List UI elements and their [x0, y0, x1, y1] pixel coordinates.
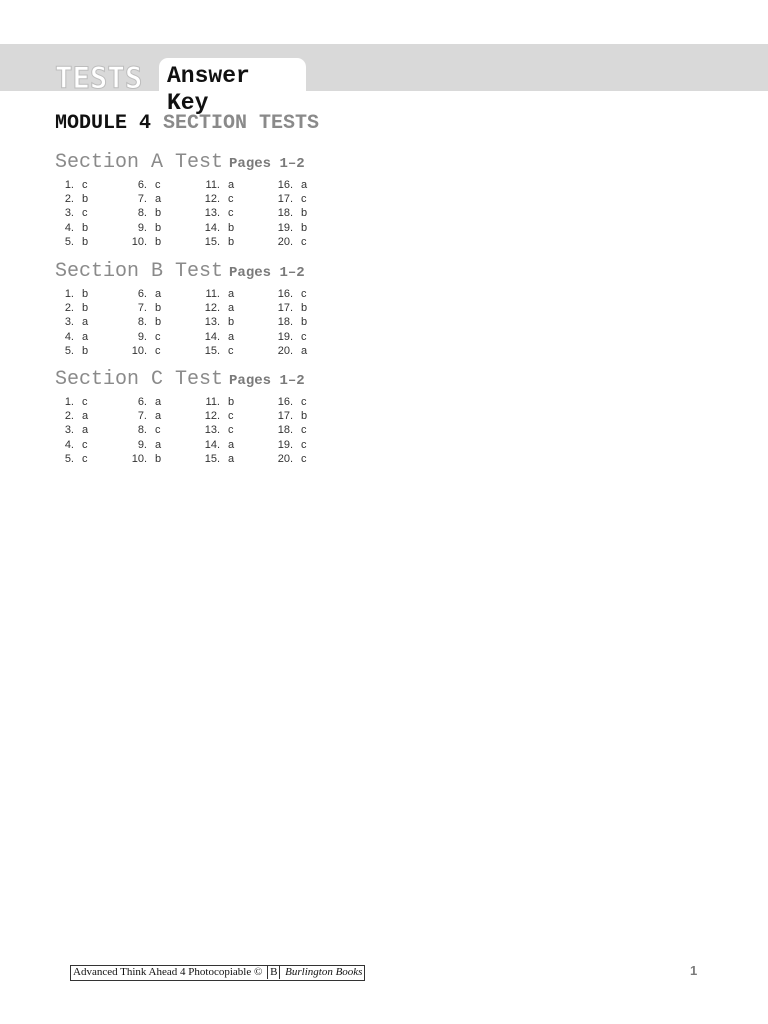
question-number: 4.: [64, 221, 74, 234]
answer-row: [128, 438, 162, 452]
answer-row: [55, 395, 88, 409]
answer-row: [55, 452, 88, 466]
answer-row: [274, 301, 308, 315]
question-number: 14.: [204, 221, 220, 234]
section-a: [55, 152, 325, 250]
question-number: 16.: [277, 179, 293, 191]
answer-row: [128, 178, 161, 192]
answer-letter: c: [301, 438, 307, 451]
question-number: 8.: [137, 316, 147, 329]
answer-row: [128, 301, 162, 315]
answer-row: [55, 287, 89, 301]
question-number: 6.: [137, 179, 147, 191]
answer-row: [274, 235, 307, 249]
answer-row: [274, 438, 307, 452]
answer-row: [55, 344, 89, 358]
answer-letter: c: [82, 396, 88, 408]
question-number: 5.: [64, 344, 74, 357]
question-number: 12.: [204, 410, 220, 423]
answer-column: [55, 395, 89, 466]
answer-row: [201, 344, 234, 358]
answer-letter: c: [228, 344, 234, 357]
answer-row: [128, 192, 162, 206]
answer-letter: b: [155, 452, 162, 465]
answer-row: [274, 178, 308, 192]
answer-letter: a: [228, 330, 235, 343]
question-number: 15.: [204, 235, 220, 248]
answer-row: [128, 344, 161, 358]
answer-letter: b: [155, 221, 162, 234]
footer-text: Advanced Think Ahead 4 Photocopiable ©: [73, 966, 263, 978]
answer-row: [274, 395, 307, 409]
section-pages: Pages 1–2: [229, 265, 305, 281]
answer-letter: c: [82, 179, 88, 191]
answer-row: [201, 330, 235, 344]
question-number: 7.: [137, 193, 147, 206]
answer-letter: c: [155, 344, 161, 357]
section-title-text: Section A Test: [55, 151, 224, 174]
answer-letter: c: [301, 193, 307, 206]
answer-letter: a: [82, 410, 89, 423]
question-number: 20.: [277, 452, 293, 465]
answer-row: [274, 287, 307, 301]
answer-letter: b: [301, 302, 308, 315]
section-pages: Pages 1–2: [229, 373, 305, 389]
answer-letter: a: [82, 424, 89, 437]
answer-grid: [55, 287, 325, 359]
answer-row: [201, 192, 234, 206]
answer-row: [274, 344, 308, 358]
answer-letter: b: [82, 344, 89, 357]
answer-column: [128, 287, 162, 358]
question-number: 3.: [64, 207, 74, 220]
answer-row: [128, 330, 161, 344]
answer-row: [55, 301, 89, 315]
answer-row: [128, 206, 162, 220]
answer-row: [55, 206, 88, 220]
answer-letter: a: [228, 438, 235, 451]
answer-row: [274, 452, 307, 466]
question-number: 1.: [64, 288, 74, 300]
answer-row: [274, 192, 307, 206]
answer-letter: b: [228, 396, 235, 408]
answer-row: [201, 206, 234, 220]
question-number: 3.: [64, 424, 74, 437]
answer-letter: c: [301, 288, 307, 300]
answer-key-heading: Answer Key: [167, 63, 250, 116]
answer-row: [55, 315, 89, 329]
answer-letter: c: [155, 424, 161, 437]
answer-row: [201, 301, 235, 315]
answer-row: [128, 235, 162, 249]
answer-row: [201, 395, 235, 409]
question-number: 18.: [277, 207, 293, 220]
answer-letter: a: [301, 179, 308, 191]
answer-row: [201, 438, 235, 452]
answer-letter: b: [301, 207, 308, 220]
question-number: 14.: [204, 330, 220, 343]
question-number: 5.: [64, 452, 74, 465]
module-title: [55, 112, 319, 136]
question-number: 1.: [64, 396, 74, 408]
answer-letter: b: [301, 410, 308, 423]
answer-row: [201, 452, 235, 466]
answer-letter: c: [82, 207, 88, 220]
question-number: 2.: [64, 410, 74, 423]
answer-row: [128, 287, 162, 301]
question-number: 1.: [64, 179, 74, 191]
answer-letter: c: [228, 207, 234, 220]
answer-column: [274, 178, 308, 249]
question-number: 2.: [64, 193, 74, 206]
section-title: [55, 261, 325, 284]
answer-row: [55, 221, 89, 235]
page-number: 1: [690, 963, 698, 978]
answer-row: [274, 409, 308, 423]
question-number: 2.: [64, 302, 74, 315]
answer-row: [201, 315, 235, 329]
answer-row: [201, 423, 234, 437]
question-number: 3.: [64, 316, 74, 329]
question-number: 7.: [137, 410, 147, 423]
question-number: 9.: [137, 221, 147, 234]
question-number: 19.: [277, 221, 293, 234]
answer-row: [55, 330, 89, 344]
answer-column: [55, 178, 89, 249]
answer-row: [128, 409, 162, 423]
answer-row: [128, 423, 161, 437]
answer-letter: b: [82, 288, 89, 300]
section-pages: Pages 1–2: [229, 156, 305, 172]
answer-letter: a: [228, 452, 235, 465]
question-number: 4.: [64, 438, 74, 451]
answer-row: [128, 395, 162, 409]
answer-letter: b: [155, 302, 162, 315]
section-title: [55, 369, 325, 392]
answer-column: [128, 178, 162, 249]
answer-letter: c: [228, 424, 234, 437]
answer-letter: c: [301, 396, 307, 408]
question-number: 6.: [137, 288, 147, 300]
answer-row: [274, 423, 307, 437]
answer-column: [128, 395, 162, 466]
answer-row: [201, 409, 234, 423]
question-number: 15.: [204, 452, 220, 465]
question-number: 13.: [204, 207, 220, 220]
answer-letter: c: [155, 330, 161, 343]
answer-letter: a: [82, 316, 89, 329]
answer-row: [55, 409, 89, 423]
answer-letter: b: [155, 235, 162, 248]
answer-letter: c: [228, 410, 234, 423]
answer-letter: a: [301, 344, 308, 357]
module-title-number: MODULE 4: [55, 112, 152, 135]
answer-letter: c: [301, 452, 307, 465]
answer-row: [55, 235, 89, 249]
answer-letter: b: [301, 221, 308, 234]
answer-row: [55, 438, 88, 452]
question-number: 6.: [137, 396, 147, 408]
footer-copyright: [70, 965, 365, 981]
question-number: 15.: [204, 344, 220, 357]
answer-row: [274, 315, 308, 329]
question-number: 11.: [205, 396, 220, 408]
answer-letter: c: [228, 193, 234, 206]
answer-letter: b: [82, 221, 89, 234]
answer-row: [128, 221, 162, 235]
question-number: 4.: [64, 330, 74, 343]
answer-letter: a: [228, 302, 235, 315]
answer-letter: b: [82, 193, 89, 206]
footer-divider: [267, 966, 268, 979]
answer-column: [274, 287, 308, 358]
answer-letter: c: [301, 424, 307, 437]
question-number: 14.: [204, 438, 220, 451]
question-number: 13.: [204, 316, 220, 329]
answer-row: [55, 423, 89, 437]
answer-column: [274, 395, 308, 466]
question-number: 5.: [64, 235, 74, 248]
answer-letter: a: [155, 193, 162, 206]
question-number: 8.: [137, 207, 147, 220]
answer-letter: b: [82, 302, 89, 315]
answer-letter: a: [155, 438, 162, 451]
question-number: 19.: [277, 438, 293, 451]
answer-letter: b: [82, 235, 89, 248]
question-number: 19.: [277, 330, 293, 343]
answer-grid: [55, 395, 325, 467]
question-number: 13.: [204, 424, 220, 437]
footer-divider: [279, 966, 280, 979]
answer-grid: [55, 178, 325, 250]
tests-heading: TESTS: [55, 61, 143, 95]
answer-letter: a: [155, 396, 162, 408]
question-number: 11.: [205, 179, 220, 191]
answer-letter: b: [155, 207, 162, 220]
answer-column: [201, 178, 235, 249]
answer-row: [128, 452, 162, 466]
answer-row: [274, 221, 308, 235]
section-title-text: Section B Test: [55, 260, 224, 283]
question-number: 10.: [131, 344, 147, 357]
answer-letter: c: [301, 330, 307, 343]
answer-row: [274, 330, 307, 344]
question-number: 12.: [204, 193, 220, 206]
answer-column: [201, 287, 235, 358]
answer-row: [201, 178, 235, 192]
answer-row: [201, 221, 235, 235]
answer-row: [55, 192, 89, 206]
answer-letter: c: [82, 452, 88, 465]
footer-publisher: Burlington Books: [285, 966, 363, 978]
answer-letter: a: [155, 410, 162, 423]
answer-row: [274, 206, 308, 220]
question-number: 8.: [137, 424, 147, 437]
answer-column: [55, 287, 89, 358]
answer-letter: b: [155, 316, 162, 329]
question-number: 17.: [277, 193, 293, 206]
answer-row: [201, 235, 235, 249]
section-c: [55, 369, 325, 467]
module-title-subtitle: SECTION TESTS: [163, 112, 320, 135]
answer-letter: c: [82, 438, 88, 451]
answer-row: [55, 178, 88, 192]
question-number: 16.: [277, 396, 293, 408]
answer-letter: a: [155, 288, 162, 300]
footer-year: B: [270, 966, 278, 978]
answer-letter: a: [82, 330, 89, 343]
section-title-text: Section C Test: [55, 368, 224, 391]
answer-letter: c: [301, 235, 307, 248]
answer-letter: b: [228, 316, 235, 329]
answer-letter: b: [301, 316, 308, 329]
question-number: 10.: [131, 452, 147, 465]
question-number: 20.: [277, 235, 293, 248]
question-number: 17.: [277, 410, 293, 423]
question-number: 11.: [205, 288, 220, 300]
question-number: 16.: [277, 288, 293, 300]
question-number: 12.: [204, 302, 220, 315]
question-number: 9.: [137, 330, 147, 343]
question-number: 20.: [277, 344, 293, 357]
answer-letter: b: [228, 221, 235, 234]
answer-letter: b: [228, 235, 235, 248]
question-number: 18.: [277, 316, 293, 329]
question-number: 9.: [137, 438, 147, 451]
answer-letter: c: [155, 179, 161, 191]
question-number: 7.: [137, 302, 147, 315]
answer-letter: a: [228, 288, 235, 300]
answer-column: [201, 395, 235, 466]
question-number: 10.: [131, 235, 147, 248]
question-number: 17.: [277, 302, 293, 315]
answer-letter: a: [228, 179, 235, 191]
answer-row: [128, 315, 162, 329]
section-b: [55, 261, 325, 359]
section-title: [55, 152, 325, 175]
answer-row: [201, 287, 235, 301]
question-number: 18.: [277, 424, 293, 437]
